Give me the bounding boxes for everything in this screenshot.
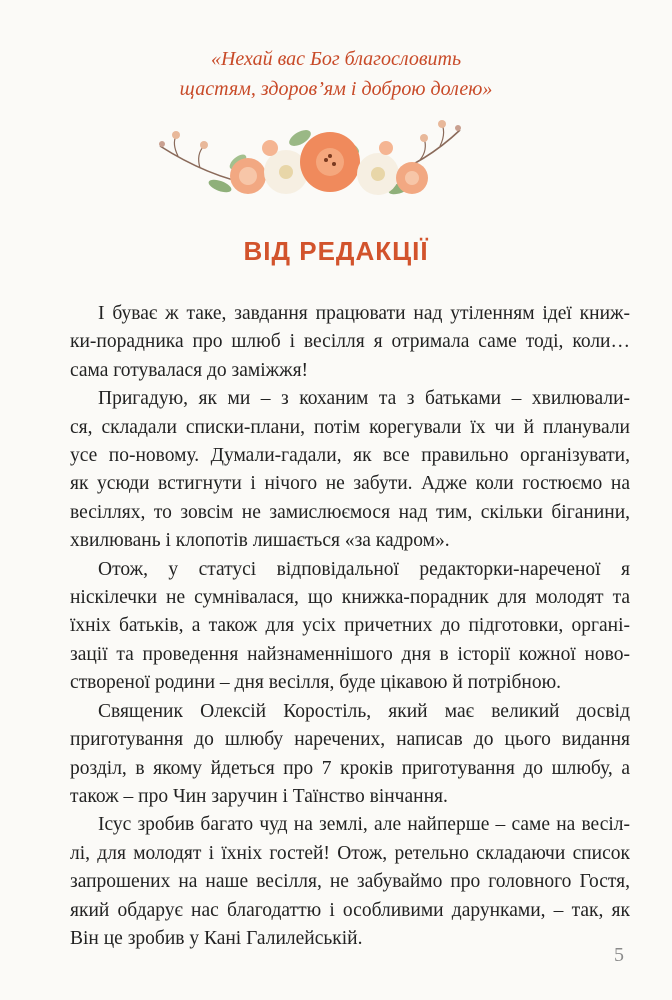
text-line: лі, для молодят і їхніх гостей! Отож, ретельно складаючи список [70,842,630,864]
text-line: Отож, у статусі відповідальної редакторки-нареченої я [98,558,630,580]
text-line: також – про Чин заручин і Таїнство вінчання. [70,785,448,807]
text-line: який обдарує нас благодаттю і особливими дарунками, – так, як [70,899,630,921]
paragraph-3 [70,556,630,698]
text-line: ки-порадника про шлюб і весілля я отримала саме тоді, коли… [70,331,630,353]
paragraph-2 [70,385,630,555]
epigraph-line-2: щастям, здоров’ям і доброю долею» [179,78,493,100]
text-line: Пригадую, як ми – з коханим та з батьками – хвилювали- [98,388,630,410]
text-line: І буває ж таке, завдання працювати над утіленням ідеї книж- [98,303,630,324]
paragraph-4 [70,698,630,812]
text-line: створеної родини – дня весілля, буде цікавою й потрібною. [70,672,562,694]
text-line: приготування до шлюбу наречених, написав до цього видання [70,729,630,751]
text-line: весіллях, то зовсім не замислюємося над тим, скільки біганини, [70,501,630,523]
text-line: запрошених на наше весілля, не забуваймо про головного Гостя, [70,871,630,893]
text-line: Священик Олексій Коростіль, який має великий досвід [98,700,630,722]
page-number: 5 [614,944,624,966]
epigraph-line-1: «Нехай вас Бог благословить [210,48,462,70]
text-line: ніскілечки не сумнівалася, що книжка-порадник для молодят та [70,587,630,609]
paragraph-5 [70,811,630,953]
text-line: усе по-новому. Думали-гадали, як все правильно організувати, [70,445,630,467]
epigraph [0,44,672,104]
text-line: їхніх батьків, а також для усіх причетних до підготовки, органі- [70,615,630,637]
text-line: сама готувалася до заміжжя! [70,359,309,381]
text-line: зації та проведення найзнаменнішого дня в історії кожної ново- [70,643,630,665]
floral-wreath-icon [150,108,470,218]
text-line: розділ, в якому йдеться про 7 кроків приготування до шлюбу, а [70,757,630,779]
text-line: хвилювань і клопотів лишається «за кадром». [70,530,450,552]
section-heading: ВІД РЕДАКЦІЇ [243,236,429,266]
text-line: Ісус зробив багато чуд на землі, але найперше – саме на весіл- [98,814,630,836]
paragraph-1 [70,300,630,385]
body-text [70,300,630,953]
text-line: Він це зробив у Кані Галилейській. [70,927,363,949]
text-line: ся, складали списки-плани, потім корегували їх чи й планували [70,416,630,438]
text-line: як усюди встигнути і нічого не забути. Адже коли гостюємо на [70,473,630,495]
